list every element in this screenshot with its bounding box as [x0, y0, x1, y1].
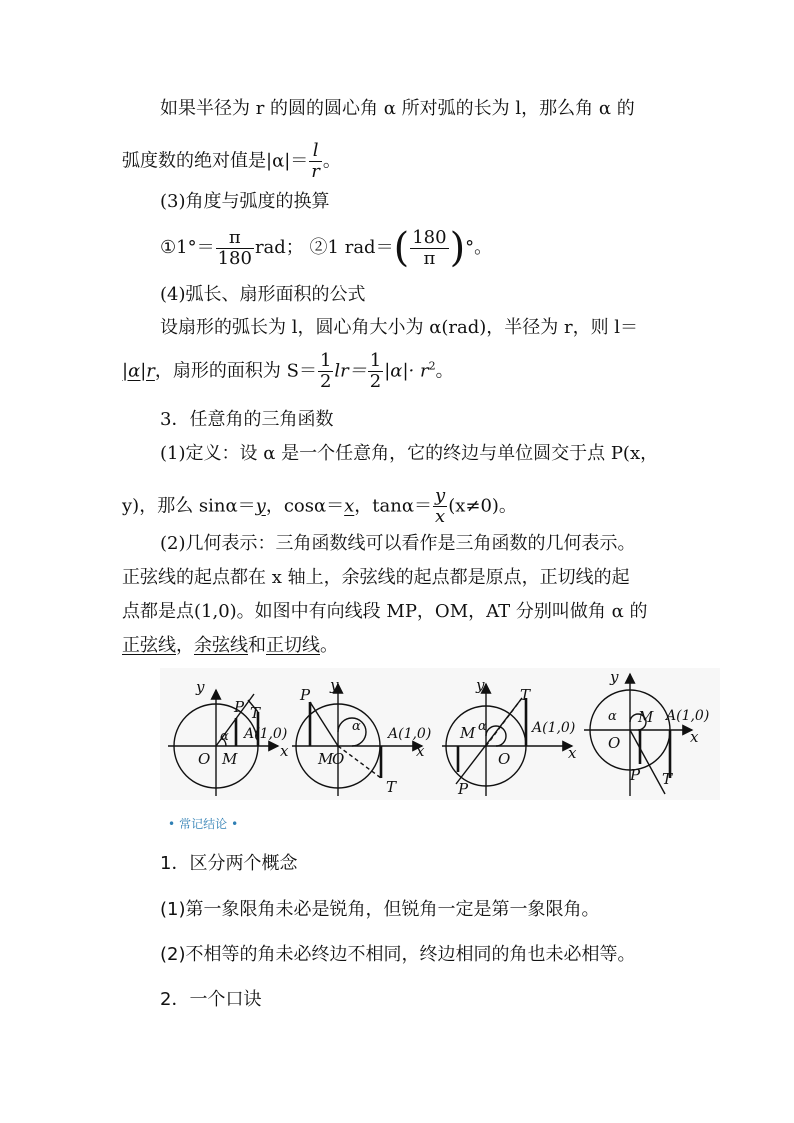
- item-number: (2): [160, 944, 186, 965]
- label-alpha-4: α: [608, 709, 617, 724]
- conclusion-item-1: [160, 898, 600, 922]
- conclusion-heading-2: 2．一个口诀: [160, 989, 262, 1010]
- label-M-2: M: [318, 750, 334, 768]
- label-x-2: x: [416, 742, 425, 760]
- label-T-1: T: [250, 704, 261, 722]
- label-A-4: A(1,0): [666, 708, 710, 724]
- conversion-formula: [160, 226, 492, 270]
- definition-line2: [122, 486, 517, 527]
- fraction-pi-over-180: [216, 228, 254, 269]
- conclusion-item-2: [160, 943, 636, 967]
- geometry-line2: 正弦线的起点都在 x 轴上，余弦线的起点都是原点，正切线的起: [122, 567, 630, 588]
- fraction-denominator: 2: [369, 371, 382, 392]
- sin-value: y: [255, 495, 266, 517]
- fraction-numerator: 1: [369, 350, 382, 371]
- label-alpha-2: α: [352, 719, 361, 734]
- label-O-3: O: [498, 750, 511, 768]
- label-P-4: P: [630, 766, 641, 784]
- degree-suffix: °。: [465, 237, 493, 258]
- label-P-1: P: [234, 698, 245, 716]
- para-arc-line2: [122, 141, 341, 182]
- cos-value: x: [344, 495, 355, 517]
- fraction-numerator: 1: [319, 350, 332, 371]
- label-x-3: x: [568, 744, 577, 762]
- sine-line-term: 正弦线: [122, 635, 176, 656]
- label-y-1: y: [196, 678, 205, 696]
- label-A-2: A(1,0): [388, 726, 432, 742]
- fraction-denominator: x: [435, 506, 446, 527]
- label-y-3: y: [476, 676, 485, 694]
- fraction-denominator: π: [423, 247, 436, 269]
- label-O-4: O: [608, 734, 621, 752]
- label-A-3: A(1,0): [532, 720, 576, 736]
- heading-3: 3．任意角的三角函数: [160, 409, 334, 430]
- sin-intro: y)，那么 sinα＝: [122, 495, 256, 517]
- sector-line1: 设扇形的弧长为 l，圆心角大小为 α(rad)，半径为 r，则 l＝: [160, 317, 639, 338]
- label-x-4: x: [690, 728, 699, 746]
- fraction-numerator: l: [309, 141, 322, 162]
- rad-unit: rad；: [254, 237, 304, 258]
- conclusion-heading-1: 1．区分两个概念: [160, 853, 298, 874]
- tan-condition: (x≠0)。: [448, 495, 517, 517]
- geometry-line3: 点都是点(1,0)。如图中有向线段 MP，OM，AT 分别叫做角 α 的: [122, 601, 648, 622]
- period: 。: [320, 635, 338, 656]
- label-A-1: A(1,0): [244, 726, 288, 742]
- label-P-3: P: [458, 780, 469, 798]
- label-x-1: x: [280, 742, 289, 760]
- period: 。: [322, 150, 341, 172]
- label-M-4: M: [638, 708, 654, 726]
- label-alpha-3: α: [478, 719, 487, 734]
- item-text: 不相等的角未必终边不相同，终边相同的角也未必相等。: [185, 944, 636, 965]
- sector-area-intro: ，扇形的面积为 S＝: [154, 360, 317, 382]
- fraction-denominator: r: [311, 161, 320, 182]
- label-T-4: T: [662, 770, 673, 788]
- section-3-title: (3)角度与弧度的换算: [160, 191, 330, 212]
- separator: 和: [248, 635, 266, 656]
- right-paren: ): [449, 225, 466, 271]
- section-4-title: (4)弧长、扇形面积的公式: [160, 284, 366, 305]
- arc-length-formula: |α|r: [122, 360, 155, 382]
- tag-text: 常记结论: [179, 817, 228, 831]
- conclusions-tag: [164, 815, 242, 832]
- fraction-one-half: [318, 351, 333, 392]
- sector-line2: [122, 351, 454, 392]
- cos-intro: ，cosα＝: [265, 495, 345, 517]
- deg-to-rad-prefix: ①1°＝: [160, 237, 215, 258]
- fraction-numerator: 180: [412, 226, 447, 248]
- definition-line1: (1)定义：设 α 是一个任意角，它的终边与单位圆交于点 P(x，: [160, 443, 659, 464]
- label-M-1: M: [222, 750, 238, 768]
- exponent: 2: [428, 359, 436, 373]
- fraction-denominator: 2: [319, 371, 332, 392]
- fraction-y-over-x: [433, 486, 447, 527]
- label-P-2: P: [300, 686, 311, 704]
- label-O-2: O: [332, 750, 345, 768]
- rad-to-deg-prefix: ②1 rad＝: [309, 237, 394, 258]
- fraction-denominator: 180: [217, 247, 252, 269]
- cosine-line-term: 余弦线: [194, 635, 248, 656]
- fraction-numerator: y: [435, 485, 446, 506]
- label-T-2: T: [386, 778, 397, 796]
- geometry-line4: [122, 634, 338, 658]
- label-alpha-1: α: [220, 729, 229, 744]
- label-T-3: T: [520, 686, 531, 704]
- trig-lines-figure: [160, 668, 720, 800]
- bullet-dot: •: [168, 817, 176, 831]
- abs-alpha-text: 弧度数的绝对值是|α|＝: [122, 150, 309, 172]
- lr-term: lr＝: [334, 360, 367, 382]
- fraction-numerator: π: [216, 228, 254, 249]
- fraction-l-over-r: [309, 141, 322, 182]
- separator: ，: [176, 635, 194, 656]
- para-arc-line1: 如果半径为 r 的圆的圆心角 α 所对弧的长为 l，那么角 α 的: [160, 98, 635, 119]
- fraction-one-half-2: [368, 351, 383, 392]
- bullet-dot: •: [231, 817, 239, 831]
- tan-intro: ，tanα＝: [354, 495, 433, 517]
- label-y-2: y: [330, 676, 339, 694]
- period: 。: [435, 360, 454, 382]
- tangent-line-term: 正切线: [266, 635, 320, 656]
- fraction-180-over-pi: [410, 228, 448, 269]
- item-text: 第一象限角未必是锐角，但锐角一定是第一象限角。: [185, 899, 600, 920]
- geometry-line1: (2)几何表示：三角函数线可以看作是三角函数的几何表示。: [160, 533, 636, 554]
- label-y-4: y: [610, 668, 619, 686]
- label-O-1: O: [198, 750, 211, 768]
- item-number: (1): [160, 899, 186, 920]
- label-M-3: M: [460, 724, 476, 742]
- left-paren: (: [393, 225, 410, 271]
- alpha-r-squared: |α|· r: [384, 360, 429, 382]
